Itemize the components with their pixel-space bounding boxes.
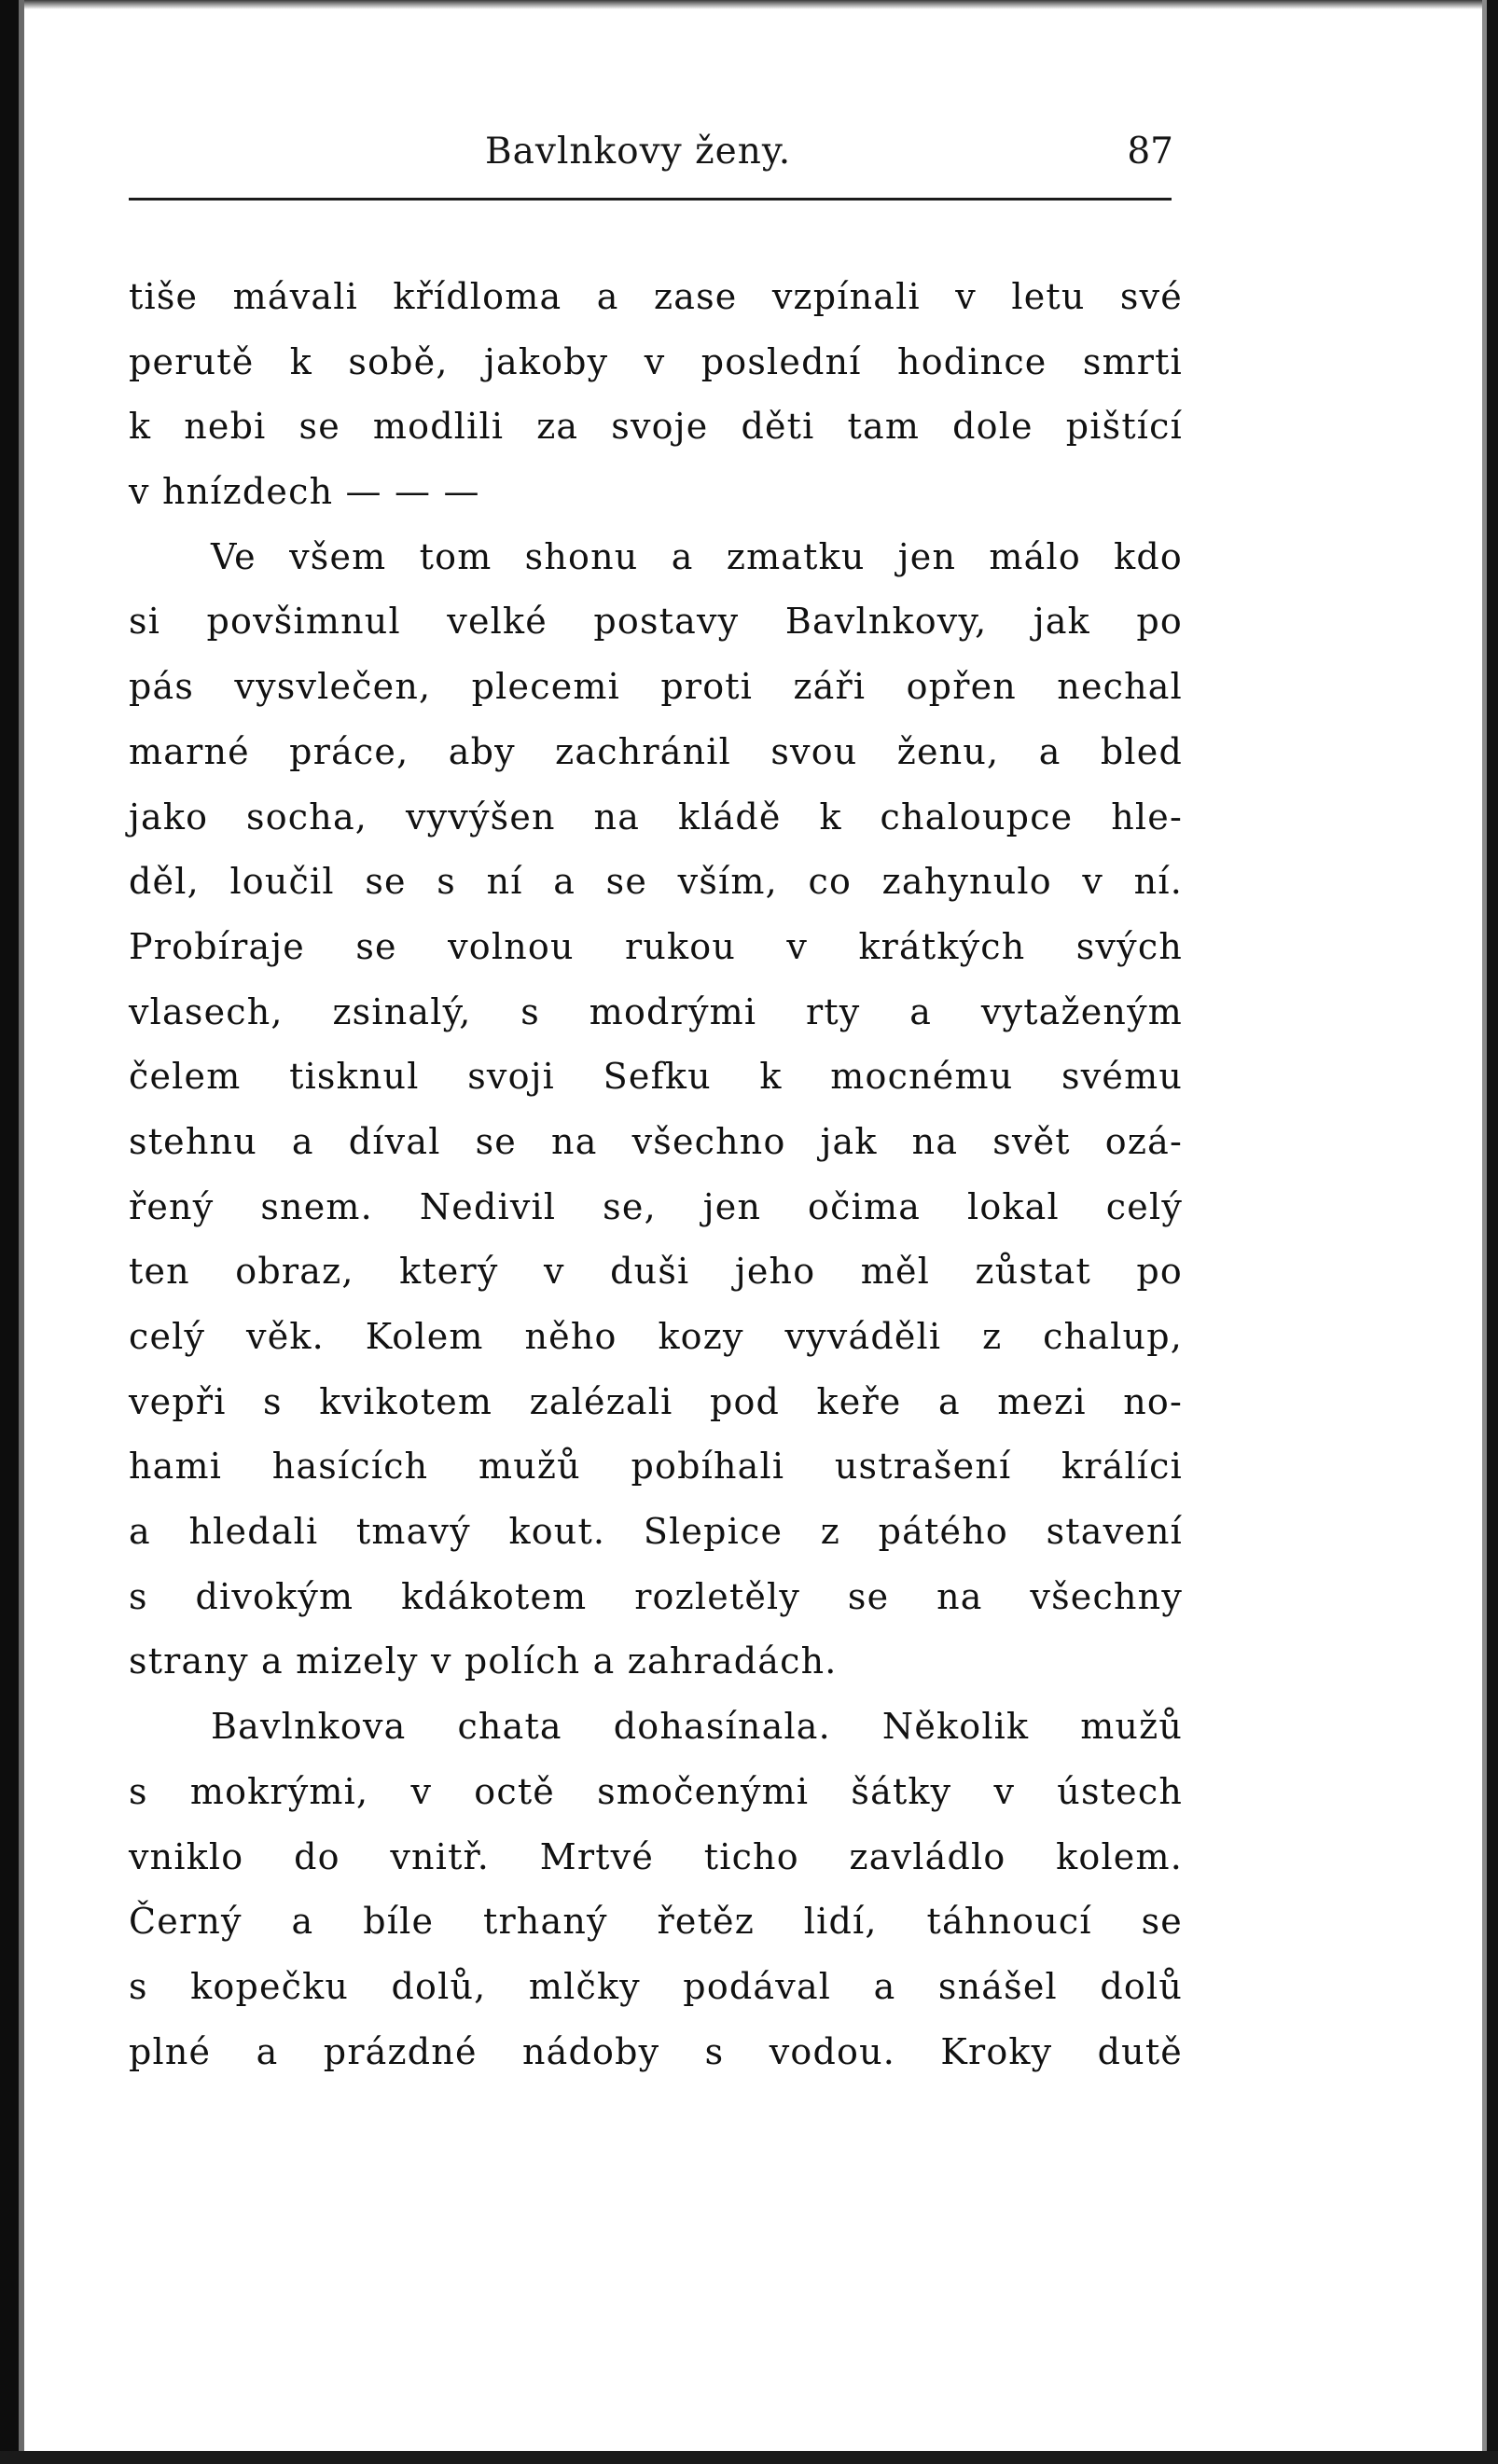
text-line: jako socha, vyvýšen na kládě k chaloupce hle- (129, 796, 1183, 837)
text-line: tiše mávali křídloma a zase vzpínali v letu své (129, 276, 1183, 317)
scan-left-edge-shadow (19, 0, 24, 2464)
text-line: v hnízdech — — — (129, 471, 480, 513)
text-line: Probíraje se volnou rukou v krátkých svých (129, 925, 1183, 967)
text-line: děl, loučil se s ní a se vším, co zahynulo v ní. (129, 861, 1183, 903)
text-line: a hledali tmavý kout. Slepice z pátého stavení (129, 1511, 1183, 1553)
page-number: 87 (1127, 131, 1173, 173)
text-line: celý věk. Kolem něho kozy vyváděli z chalup, (129, 1316, 1183, 1357)
scan-top-edge (0, 0, 1498, 9)
header-rule (129, 198, 1172, 201)
text-line: hami hasících mužů pobíhali ustrašení králíci (129, 1446, 1183, 1488)
text-line: strany a mizely v polích a zahradách. (129, 1640, 838, 1682)
text-line: ten obraz, který v duši jeho měl zůstat po (129, 1251, 1183, 1293)
running-title: Bavlnkovy ženy. (485, 131, 792, 173)
scan-right-edge-shadow (1482, 0, 1487, 2464)
text-line: Ve všem tom shonu a zmatku jen málo kdo (211, 535, 1183, 577)
text-line: s mokrými, v octě smočenými šátky v ústech (129, 1770, 1183, 1812)
text-line: čelem tisknul svoji Sefku k mocnému svému (129, 1056, 1183, 1098)
text-line: s kopečku dolů, mlčky podával a snášel dolů (129, 1965, 1183, 2007)
scan-bottom-edge (0, 2451, 1498, 2464)
text-line: stehnu a díval se na všechno jak na svět ozá- (129, 1120, 1183, 1162)
text-line: pás vysvlečen, plecemi proti záři opřen nechal (129, 666, 1183, 708)
body-text (129, 265, 1183, 2084)
text-line: řený snem. Nedivil se, jen očima lokal celý (129, 1185, 1183, 1227)
text-line: perutě k sobě, jakoby v poslední hodince smrti (129, 340, 1183, 382)
text-line: Černý a bíle trhaný řetěz lidí, táhnoucí se (129, 1901, 1183, 1943)
text-line: vlasech, zsinalý, s modrými rty a vytaženým (129, 990, 1183, 1032)
text-line: s divokým kdákotem rozletěly se na všechny (129, 1575, 1183, 1617)
text-line: plné a prázdné nádoby s vodou. Kroky dutě (129, 2030, 1183, 2072)
scan-right-edge (1487, 0, 1498, 2464)
text-line: marné práce, aby zachránil svou ženu, a bled (129, 730, 1183, 772)
text-line: Bavlnkova chata dohasínala. Několik mužů (211, 1706, 1183, 1748)
text-line: k nebi se modlili za svoje děti tam dole pištící (129, 406, 1183, 448)
text-line: si povšimnul velké postavy Bavlnkovy, jak po (129, 601, 1183, 643)
scan-left-edge (0, 0, 19, 2464)
text-line: vniklo do vnitř. Mrtvé ticho zavládlo kolem. (129, 1835, 1183, 1877)
text-line: vepři s kvikotem zalézali pod keře a mezi no- (129, 1380, 1183, 1422)
running-head (129, 131, 1173, 196)
